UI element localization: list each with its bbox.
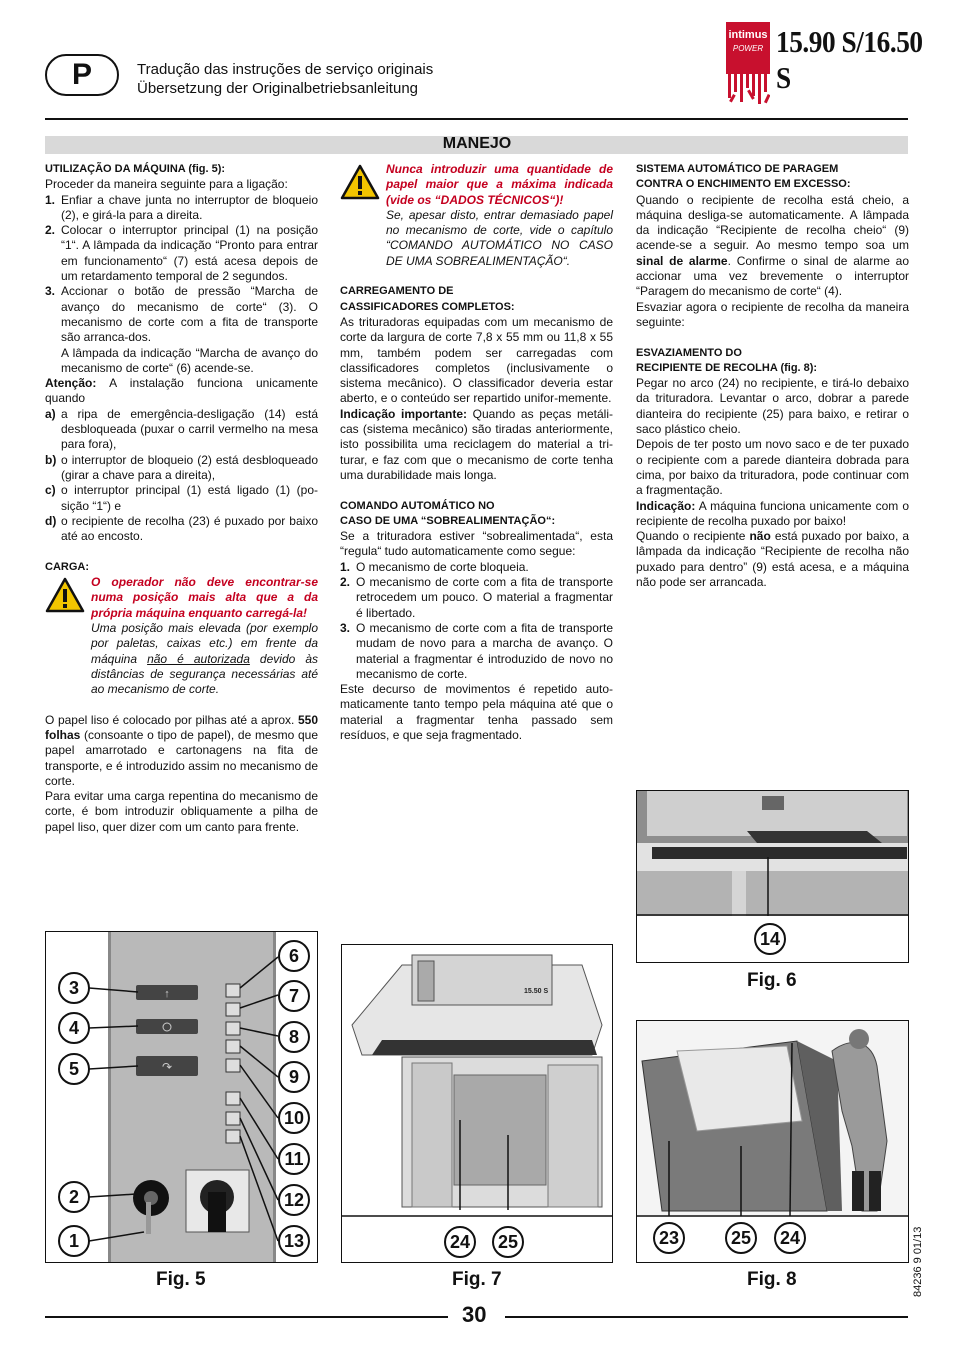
page-number: 30	[462, 1302, 487, 1327]
paragraph: As trituradoras equipadas com um mecanismo de corte da largura de corte 7,8 x 55 mm ou 11,8 x 55 mm, também podem ser carregadas com classificadores completos (inclusivamente o sistema mecânico). O classificador deveria estar aberto, e o conteúdo ser repartido unifor-memente.	[340, 314, 613, 406]
header-rule	[45, 118, 908, 120]
list-item: d) o recipiente de recolha (23) é puxado por baixo até ao encosto.	[45, 513, 318, 544]
list-item: 2. Colocar o interruptor principal (1) na posição “1“. A lâmpada da indicação “Pronto para entrar em funcionamento“ (7) está acesa depois de um retardamento temporal de 2 segundos.	[45, 223, 318, 284]
figure-5-control-panel	[45, 931, 318, 1263]
list-item: c) o interruptor principal (1) está ligado (1) (po-sição “1“) e	[45, 483, 318, 513]
callout-7: 7	[278, 980, 310, 1012]
paragraph: Pegar no arco (24) no recipiente, e tirá-lo debaixo da trituradora. Levantar o arco, dobrar a parede dianteira do recipiente (25) para baixo, e retirar o saco plástico cheio.	[636, 376, 909, 437]
callout-9: 9	[278, 1061, 310, 1093]
paragraph: Este decurso de movimentos é repetido auto-maticamente tanto tempo pela máquina até que o material a fragmentar tenha passado sem resíduos, e que seja fragmentado.	[340, 682, 613, 742]
intimus-logo	[726, 22, 770, 106]
callout-24: 24	[444, 1226, 476, 1258]
svg-text:15.50 S: 15.50 S	[524, 988, 549, 995]
warning-detail: Se, apesar disto, entrar demasiado papel no mecanismo de corte, vide o capítulo “COMANDO AUTOMÁTICO NO CASO DE UMA SOBREALIMENTAÇÃO“.	[386, 207, 613, 268]
heading-auto-stop: SISTEMA AUTOMÁTICO DE PARAGEM CONTRA O ENCHIMENTO EM EXCESSO:	[636, 163, 851, 191]
table-edge-illustration	[637, 791, 908, 916]
list-item: 3. Accionar o botão de pressão “Marcha de avanço do mecanismo de corte“ (3). O mecanismo de corte com a fita de transporte são arranca-dos.	[45, 284, 318, 345]
callout-25: 25	[725, 1222, 757, 1254]
list-item: 1. Enfiar a chave junta no interruptor de bloqueio (2), e girá-la para a direita.	[45, 192, 318, 222]
document-code: 84236 9 01/13	[912, 1226, 924, 1297]
svg-text:↑: ↑	[164, 988, 170, 1000]
column-3	[636, 162, 909, 590]
figure-6-caption: Fig. 6	[747, 970, 797, 991]
paragraph: Para evitar uma carga repentina do mecanismo de corte, é bom introduzir obliquamente a pilha de papel liso, quer dizer com um canto para frente.	[45, 789, 318, 834]
figure-8-caption: Fig. 8	[747, 1269, 797, 1290]
figure-5-caption: Fig. 5	[156, 1269, 206, 1290]
header-subtitle-de: Übersetzung der Originalbetriebsanleitung	[137, 80, 419, 97]
callout-13: 13	[278, 1225, 310, 1257]
section-title: MANEJO	[442, 135, 512, 152]
paragraph: Esvaziar agora o recipiente de recolha da maneira seguinte:	[636, 299, 909, 329]
warning-triangle-icon	[340, 164, 380, 200]
warning-triangle-icon	[45, 577, 85, 613]
shredder-illustration	[342, 945, 612, 1217]
heading-overload: COMANDO AUTOMÁTICO NO CASO DE UMA “SOBREALIMENTAÇÃO“:	[340, 499, 556, 527]
list-item: b) o interruptor de bloqueio (2) está desbloqueado (girar a chave para a direita),	[45, 452, 318, 482]
paragraph: Quando o recipiente não está puxado por baixo, a lâmpada da indicação “Recipiente de recolha não puxado para dentro” (9) está acesa, e a máquina não pode ser arrancada.	[636, 529, 909, 590]
model-title: 15.90 S/16.50 S	[776, 24, 923, 95]
paragraph: Atenção: A instalação funciona unicamente quando	[45, 376, 318, 406]
callout-5: 5	[58, 1053, 90, 1085]
footer-rule-right	[505, 1316, 908, 1318]
callout-11: 11	[278, 1143, 310, 1175]
paragraph: Indicação importante: Quando as peças metáli-cas (sistema mecânico) são tiradas anteriormente, isto possibilita uma reciclagem do material a tri-turar, e faz com que o mecanismo de corte tenha uma durabilidade mais longa.	[340, 406, 613, 482]
paragraph: Proceder da maneira seguinte para a ligação:	[45, 177, 288, 192]
column-1	[45, 162, 318, 835]
warning-detail: Uma posição mais elevada (por exemplo por paletas, caixas etc.) em frente da máquina não é autorizada devido às distâncias de segurança necessárias até ao mecanismo de corte.	[91, 620, 318, 697]
bin-emptying-illustration	[637, 1021, 908, 1217]
svg-text:POWER: POWER	[732, 44, 764, 53]
heading-binders: CARREGAMENTO DE CASSIFICADORES COMPLETOS:	[340, 285, 515, 313]
callout-25: 25	[492, 1226, 524, 1258]
header-subtitle-pt: Tradução das instruções de serviço originais	[137, 61, 434, 78]
language-badge: P	[45, 54, 119, 96]
column-2	[340, 162, 613, 743]
callout-1: 1	[58, 1225, 90, 1257]
heading-emptying: ESVAZIAMENTO DO RECIPIENTE DE RECOLHA (fig. 8):	[636, 346, 818, 374]
paragraph: Indicação: A máquina funciona unicamente com o recipiente de recolha puxado por baixo!	[636, 498, 909, 528]
paragraph: Se a trituradora estiver “sobrealimentada“, esta “regula“ tudo automaticamente como segue:	[340, 529, 613, 559]
paragraph: Depois de ter posto um novo saco e de ter puxado o recipiente com a parede dianteira dobrada para cima, por baixo da trituradora, pode continuar com a fragmentação.	[636, 437, 909, 498]
list-item: a) a ripa de emergência-desligação (14) está desbloqueada (puxar o carril vermelho na mesa para fora),	[45, 406, 318, 452]
figure-7-shredder	[341, 944, 613, 1263]
callout-10: 10	[278, 1102, 310, 1134]
list-item: 3. O mecanismo de corte com a fita de transporte mudam de novo para a marcha de avanço. O material a fragmentar é introduzido de novo no mecanismo de corte.	[340, 620, 613, 681]
warning-text: Nunca introduzir uma quantidade de papel maior que a máxima indicada (vide os “DADOS TÉCNICOS“)!	[386, 162, 613, 207]
heading-machine-use: UTILIZAÇÃO DA MÁQUINA (fig. 5):	[45, 163, 226, 175]
figure-8-emptying	[636, 1020, 909, 1263]
callout-12: 12	[278, 1184, 310, 1216]
paragraph: O papel liso é colocado por pilhas até a aprox. 550 folhas (consoante o tipo de papel), de mesmo que papel amarrotado e cartonagens na fita de transporte, e é introduzido assim no mecanismo de corte.	[45, 712, 318, 788]
paragraph: A lâmpada da indicação “Marcha de avanço do mecanismo de corte“ (6) acende-se.	[61, 345, 318, 375]
callout-23: 23	[653, 1222, 685, 1254]
heading-loading: CARGA:	[45, 560, 89, 573]
svg-text:intimus: intimus	[728, 29, 768, 41]
callout-6: 6	[278, 940, 310, 972]
callout-4: 4	[58, 1012, 90, 1044]
paragraph: Quando o recipiente de recolha está cheio, a máquina desliga-se automaticamente. A lâmpada da indicação “Recipiente de recolha cheio“ (9) acende-se a seguir. Ao mesmo tempo soa um sinal de alarme. Confirme o sinal de alarme ao accionar uma vez brevemente o interruptor “Paragem do mecanismo de corte“ (4).	[636, 192, 910, 299]
callout-3: 3	[58, 972, 90, 1004]
list-item: 2. O mecanismo de corte com a fita de transporte retrocedem um pouco. O material a fragmentar é libertado.	[340, 575, 613, 620]
list-item: 1. O mecanismo de corte bloqueia.	[340, 559, 529, 574]
callout-24: 24	[774, 1222, 806, 1254]
callout-14: 14	[754, 923, 786, 955]
callout-2: 2	[58, 1181, 90, 1213]
footer-rule-left	[45, 1316, 448, 1318]
svg-text:↷: ↷	[161, 1060, 173, 1074]
figure-6-emergency-strip	[636, 790, 909, 963]
figure-7-caption: Fig. 7	[452, 1269, 502, 1290]
warning-text: O operador não deve encontrar-se numa posição mais alta que a da própria máquina enquanto carregá-la!	[91, 575, 318, 620]
callout-8: 8	[278, 1021, 310, 1053]
